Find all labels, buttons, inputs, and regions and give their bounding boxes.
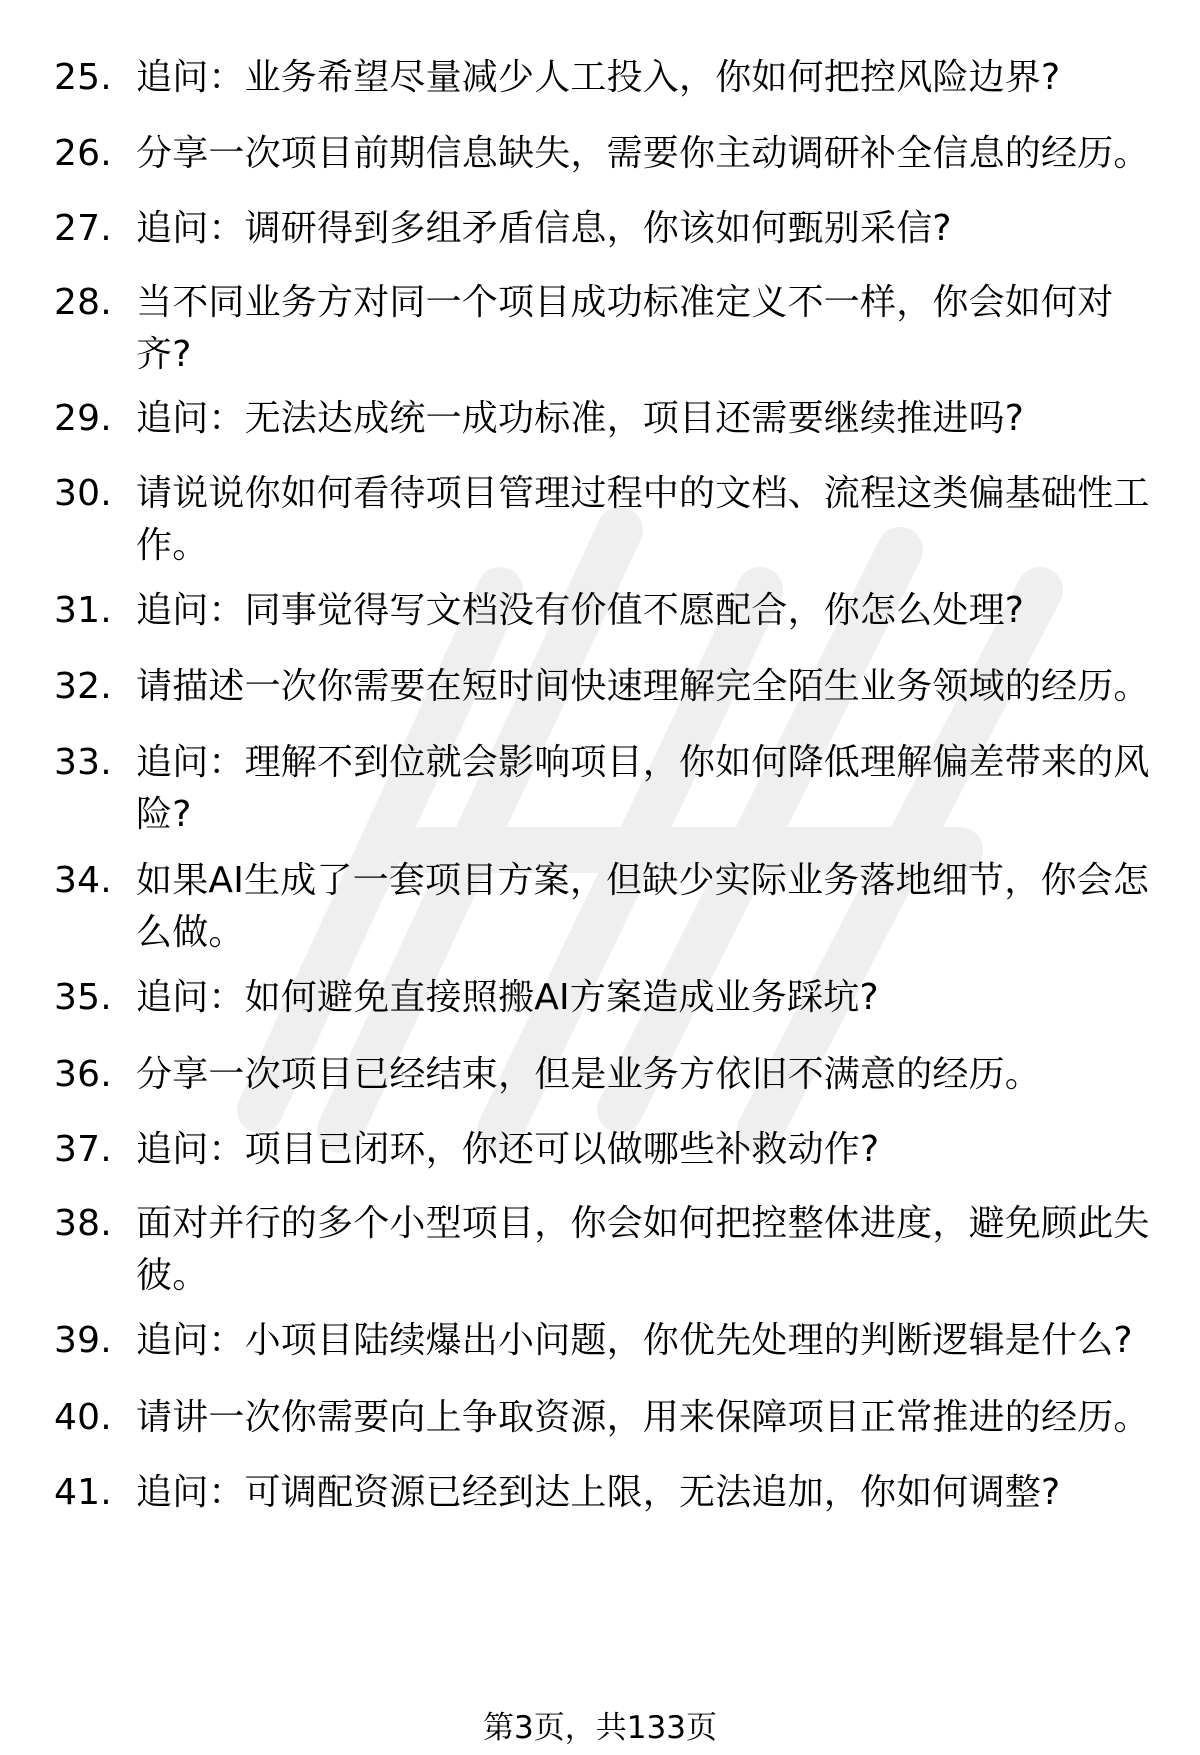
question-number: 35.	[54, 977, 112, 1018]
question-number: 31.	[54, 590, 112, 631]
question-number: 29.	[54, 398, 112, 439]
question-number: 25.	[54, 57, 112, 98]
question-number: 28.	[54, 282, 112, 323]
question-item	[54, 1315, 1164, 1367]
question-text: 追问：同事觉得写文档没有价值不愿配合，你怎么处理?	[136, 590, 1025, 631]
question-item	[54, 468, 1164, 572]
question-text: 请描述一次你需要在短时间快速理解完全陌生业务领域的经历。	[136, 666, 1150, 707]
question-item	[54, 393, 1164, 445]
question-number: 34.	[54, 860, 112, 901]
question-number: 32.	[54, 666, 112, 707]
question-text: 面对并行的多个小型项目，你会如何把控整体进度，避免顾此失彼。	[136, 1203, 1150, 1296]
question-item	[54, 203, 1164, 255]
question-item	[54, 1049, 1164, 1101]
question-text: 追问：调研得到多组矛盾信息，你该如何甄别采信?	[136, 208, 952, 249]
question-item	[54, 855, 1164, 959]
question-text: 追问：理解不到位就会影响项目，你如何降低理解偏差带来的风险?	[136, 742, 1150, 835]
question-number: 40.	[54, 1397, 112, 1438]
question-item	[54, 661, 1164, 713]
question-number: 30.	[54, 473, 112, 514]
question-text: 请讲一次你需要向上争取资源，用来保障项目正常推进的经历。	[136, 1397, 1150, 1438]
question-text: 追问：如何避免直接照搬AI方案造成业务踩坑?	[136, 977, 879, 1018]
question-item	[54, 128, 1164, 180]
question-number: 41.	[54, 1472, 112, 1513]
question-number: 26.	[54, 133, 112, 174]
question-text: 追问：项目已闭环，你还可以做哪些补救动作?	[136, 1129, 880, 1170]
question-item	[54, 972, 1164, 1024]
question-item	[54, 1198, 1164, 1302]
question-text: 追问：可调配资源已经到达上限，无法追加，你如何调整?	[136, 1472, 1061, 1513]
question-item	[54, 277, 1164, 381]
question-number: 33.	[54, 742, 112, 783]
question-text: 追问：小项目陆续爆出小问题，你优先处理的判断逻辑是什么?	[136, 1320, 1133, 1361]
question-item	[54, 737, 1164, 841]
question-number: 27.	[54, 208, 112, 249]
question-number: 39.	[54, 1320, 112, 1361]
question-text: 当不同业务方对同一个项目成功标准定义不一样，你会如何对齐?	[136, 282, 1114, 375]
page-number-footer: 第3页，共133页	[483, 1710, 717, 1746]
question-number: 38.	[54, 1203, 112, 1244]
question-item	[54, 1467, 1164, 1519]
question-number: 36.	[54, 1054, 112, 1095]
question-item	[54, 1392, 1164, 1444]
question-text: 分享一次项目前期信息缺失，需要你主动调研补全信息的经历。	[136, 133, 1150, 174]
question-number: 37.	[54, 1129, 112, 1170]
question-text: 请说说你如何看待项目管理过程中的文档、流程这类偏基础性工作。	[136, 473, 1150, 566]
question-text: 追问：无法达成统一成功标准，项目还需要继续推进吗?	[136, 398, 1025, 439]
question-item	[54, 1124, 1164, 1176]
question-text: 如果AI生成了一套项目方案，但缺少实际业务落地细节，你会怎么做。	[136, 860, 1150, 953]
question-text: 追问：业务希望尽量减少人工投入，你如何把控风险边界?	[136, 57, 1061, 98]
question-item	[54, 52, 1164, 104]
question-item	[54, 585, 1164, 637]
question-text: 分享一次项目已经结束，但是业务方依旧不满意的经历。	[136, 1054, 1042, 1095]
